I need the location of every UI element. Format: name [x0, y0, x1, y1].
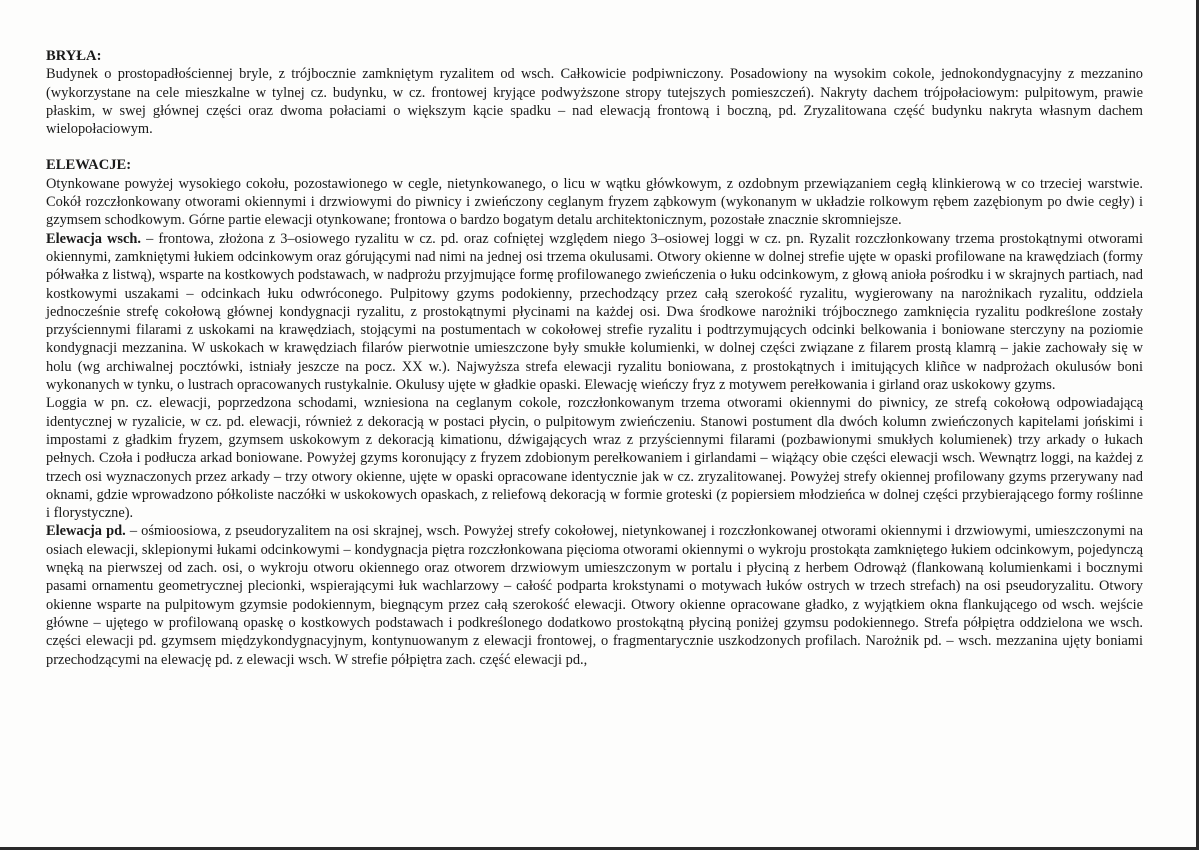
- label-elewacja-wsch: Elewacja wsch.: [46, 230, 141, 247]
- section-gap: [46, 138, 1143, 156]
- heading-bryla: BRYŁA:: [46, 48, 102, 64]
- label-elewacja-pd: Elewacja pd.: [46, 523, 126, 540]
- heading-elewacje: ELEWACJE:: [46, 157, 132, 174]
- text-elewacja-wsch: – frontowa, złożona z 3–osiowego ryzalitu w cz. pd. oraz cofniętej względem niego 3–osiowej loggi w cz. pn. Ryzalit rozczłonkowany trzema prostokątnymi otworami okiennymi, zamkniętymi łukiem odcinkowym oraz górującymi nad nimi na jednej osi trzema okulusami. Otwory okienne w dolnej strefie ujęte w opaski profilowane na krawędziach (formy półwałka z listwą), wsparte na kostkowych podstawach, w nadprożu przyjmujące formę profilowanego zwieńczenia o łuku odcinkowym, z głową anioła pośrodku i w skrajnych partiach, nad kostkowymi uszakami – odcinkach łuku odwróconego. Pulpitowy gzyms podokienny, przechodzący przez całą szerokość ryzalitu, wygierowany na narożnikach ryzalitu, oddziela jednocześnie strefę cokołową głównej kondygnacji ryzalitu, z prostokątnymi płycinami na każdej osi. Dwa środkowe narożniki trójbocznego zamknięcia ryzalitu podkreślone zostały przyściennymi filarami z uskokami na krawędziach, stojącymi na postumentach w cokołowej strefie ryzalitu i podtrzymujących odcinki belkowania i boniowane sterczyny na poziomie kondygnacji mezzanina. W uskokach w krawędziach filarów pierwotnie umieszczone były smukłe kolumienki, w dolnej części związane z filarem prostą klamrą – jakie zachowały się w holu (wg archiwalnej pocztówki, istniały jeszcze na pocz. XX w.). Najwyższa strefa elewacji ryzalitu boniowana, z prostokątnych i imitujących kliñce w nadprożach okulusów boni wykonanych w tynku, o lustrach opracowanych rustykalnie. Okulusy ujęte w gładkie opaski. Elewację wieńczy fryz z motywem perełkowania i girland oraz uskokowy gzyms.: [46, 230, 1143, 394]
- text-elewacja-pd: – ośmioosiowa, z pseudoryzalitem na osi skrajnej, wsch. Powyżej strefy cokołowej, nietynkowanej i rozczłonkowanej otworami okiennymi i drzwiowymi, umieszczonymi na osiach elewacji, sklepionymi łukami odcinkowymi – kondygnacja piętra rozczłonkowana pięcioma otworami okiennymi o wykroju prostokąta zamkniętego łukiem odcinkowym, pojedynczą wnęką na pierwszej od zach. osi, o wykroju otworu okiennego oraz otworem drzwiowym umieszczonym w portalu i płyciną z herbem Odrowąż (flankowaną kolumienkami i bocznymi pasami ornamentu geometrycznej plecionki, wspierającymi łuk wachlarzowy – całość podparta krokstynami o motywach łuków ostrych w trzech strefach) na osi pseudoryzalitu. Otwory okienne wsparte na pulpitowym gzymsie podokiennym, biegnącym przez całą szerokość elewacji. Otwory okienne opracowane gładko, z wyjątkiem okna flankującego od wsch. wejście główne – ujętego w profilowaną opaskę o kostkowych podstawach i podkreślonego dodatkowo prostokątną płyciną poniżej gzymsu podokiennego. Strefa półpiętra oddzielona we wsch. części elewacji pd. gzymsem międzykondygnacyjnym, kontynuowanym z elewacji frontowej, o fragmentarycznie uszkodzonych profilach. Narożnik pd. – wsch. mezzanina ujęty boniami przechodzącymi na elewację pd. z elewacji wsch. W strefie półpiętra zach. część elewacji pd.,: [46, 523, 1143, 668]
- paragraph-loggia: Loggia w pn. cz. elewacji, poprzedzona schodami, wzniesiona na ceglanym cokole, rozczłonkowanym trzema otworami okiennymi do piwnicy, ze strefą cokołową odpowiadającą identycznej w ryzalicie, w cz. pd. elewacji, również z dekoracją w postaci płycin, o pulpitowym zwieńczeniu. Stanowi postument dla dwóch kolumn zwieńczonych kapitelami jońskimi i impostami z gładkim fryzem, gzymsem uskokowym z dekoracją kimationu, dźwigających wraz z przyściennymi filarami (pozbawionymi smukłych kolumienek) trzy arkady o łukach pełnych. Czoła i podłucza arkad boniowane. Powyżej gzyms koronujący z fryzem zdobionym perełkowaniem i girlandami – wiążący obie części elewacji wsch. Wewnątrz loggi, na każdej z trzech osi wyznaczonych przez arkady – trzy otwory okienne, ujęte w opaski opracowane identycznie jak w cz. zryzalitowanej. Powyżej strefy okiennej profilowany gzyms przerywany nad oknami, gdzie wprowadzono półkoliste naczółki w uskokowych opaskach, z reliefową dekoracją w formie groteski (z popiersiem młodzieńca w dolnej części przybierającego formy roślinne i florystyczne).: [46, 395, 1143, 522]
- paragraph-elewacje-intro: Otynkowane powyżej wysokiego cokołu, pozostawionego w cegle, nietynkowanego, o licu w wątku główkowym, z ozdobnym przewiązaniem cegłą klinkierową w co trzeciej warstwie. Cokół rozczłonkowany otworami okiennymi i drzwiowymi do piwnicy i zwieńczony ceglanym fryzem ząbkowym (wykonanym w układzie rolkowym rębem zazębionym po dwie cegły) i gzymsem schodkowym. Górne partie elewacji otynkowane; frontowa o bardzo bogatym detalu architektonicznym, pozostałe znacznie skromniejsze.: [46, 175, 1143, 229]
- paragraph-elewacja-wsch: [46, 230, 1143, 395]
- document-page: [46, 47, 1143, 669]
- paragraph-bryla: Budynek o prostopadłościennej bryle, z trójbocznie zamkniętym ryzalitem od wsch. Całkowicie podpiwniczony. Posadowiony na wysokim cokole, jednokondygnacyjny z mezzanino (wykorzystane na cele mieszkalne w tylnej cz. budynku, w cz. frontowej kryjące podwyższone stropy tutejszych pomieszczeń). Nakryty dachem trójpołaciowym: pulpitowym, prawie płaskim, w swej głównej części oraz dwoma połaciami o większym kącie spadku – nad elewacją frontową i boczną, pd. Zryzalitowana część budynku nakryta własnym dachem wielopołaciowym.: [46, 66, 1143, 138]
- paragraph-elewacja-pd: [46, 522, 1143, 668]
